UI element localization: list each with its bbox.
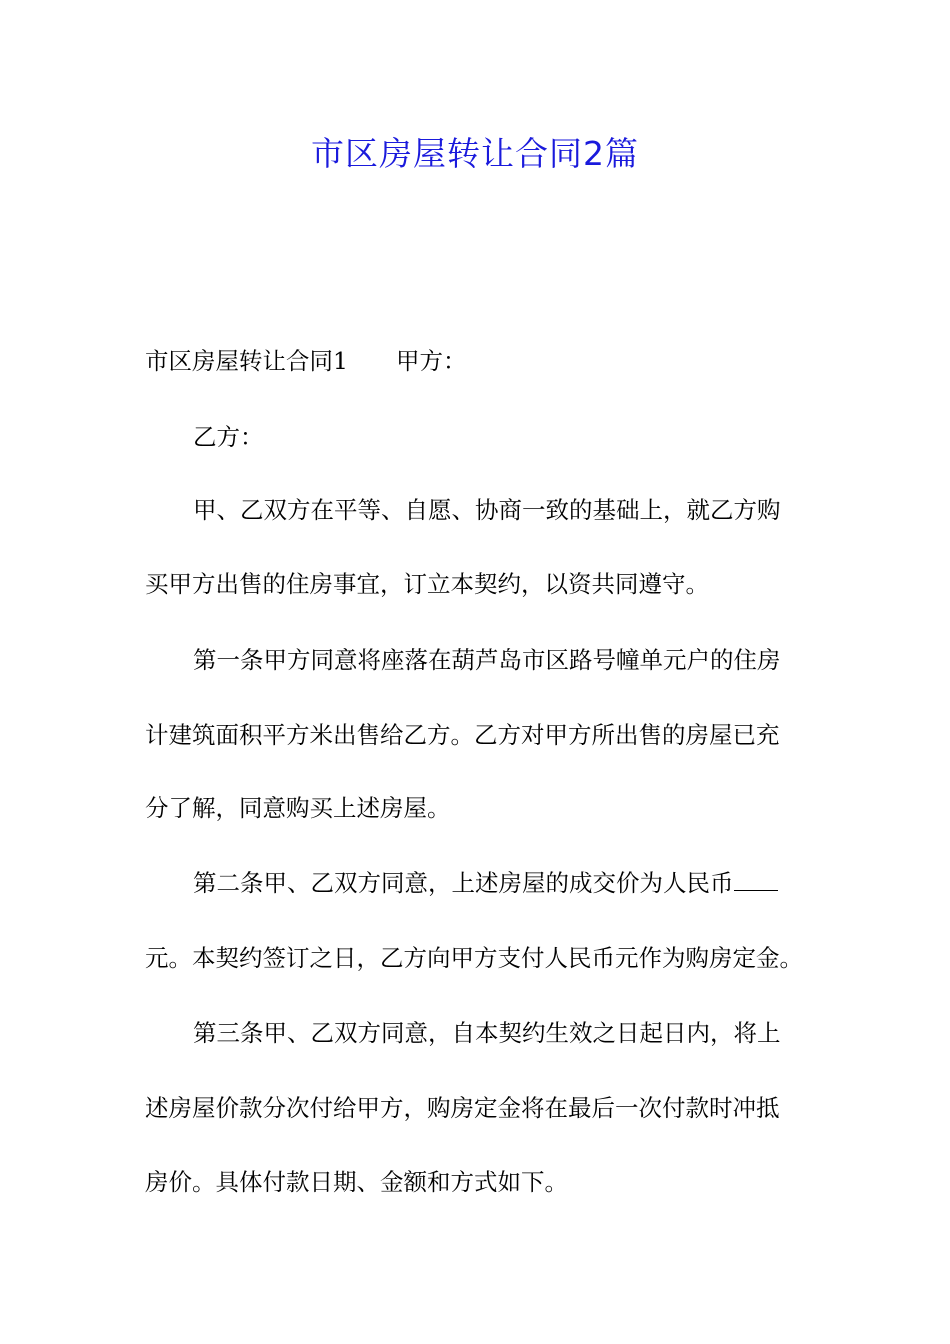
paragraph-line: 第一条甲方同意将座落在葫芦岛市区路号幢单元户的住房 bbox=[193, 646, 781, 674]
paragraph-line: 元。本契约签订之日，乙方向甲方支付人民币元作为购房定金。 bbox=[145, 944, 803, 972]
paragraph-line: 第三条甲、乙双方同意，自本契约生效之日起日内，将上 bbox=[193, 1019, 781, 1047]
paragraph-line: 述房屋价款分次付给甲方，购房定金将在最后一次付款时冲抵 bbox=[145, 1094, 780, 1122]
contract-1-heading: 市区房屋转让合同1 bbox=[145, 347, 348, 375]
contract-heading-line bbox=[145, 345, 825, 377]
paragraph-line: 甲、乙双方在平等、自愿、协商一致的基础上，就乙方购 bbox=[193, 496, 781, 524]
paragraph-line: 买甲方出售的住房事宜，订立本契约，以资共同遵守。 bbox=[145, 570, 709, 598]
paragraph-line-with-blank bbox=[193, 867, 873, 899]
paragraph-line: 房价。具体付款日期、金额和方式如下。 bbox=[145, 1168, 568, 1196]
paragraph-line: 分了解，同意购买上述房屋。 bbox=[145, 794, 451, 822]
party-a-label: 甲方： bbox=[395, 347, 467, 375]
fill-in-blank bbox=[734, 870, 778, 891]
paragraph-line: 计建筑面积平方米出售给乙方。乙方对甲方所出售的房屋已充 bbox=[145, 721, 780, 749]
party-b-label: 乙方： bbox=[193, 423, 264, 451]
paragraph-text: 第二条甲、乙双方同意，上述房屋的成交价为人民币 bbox=[193, 869, 734, 897]
document-title: 市区房屋转让合同2篇 bbox=[311, 134, 639, 173]
